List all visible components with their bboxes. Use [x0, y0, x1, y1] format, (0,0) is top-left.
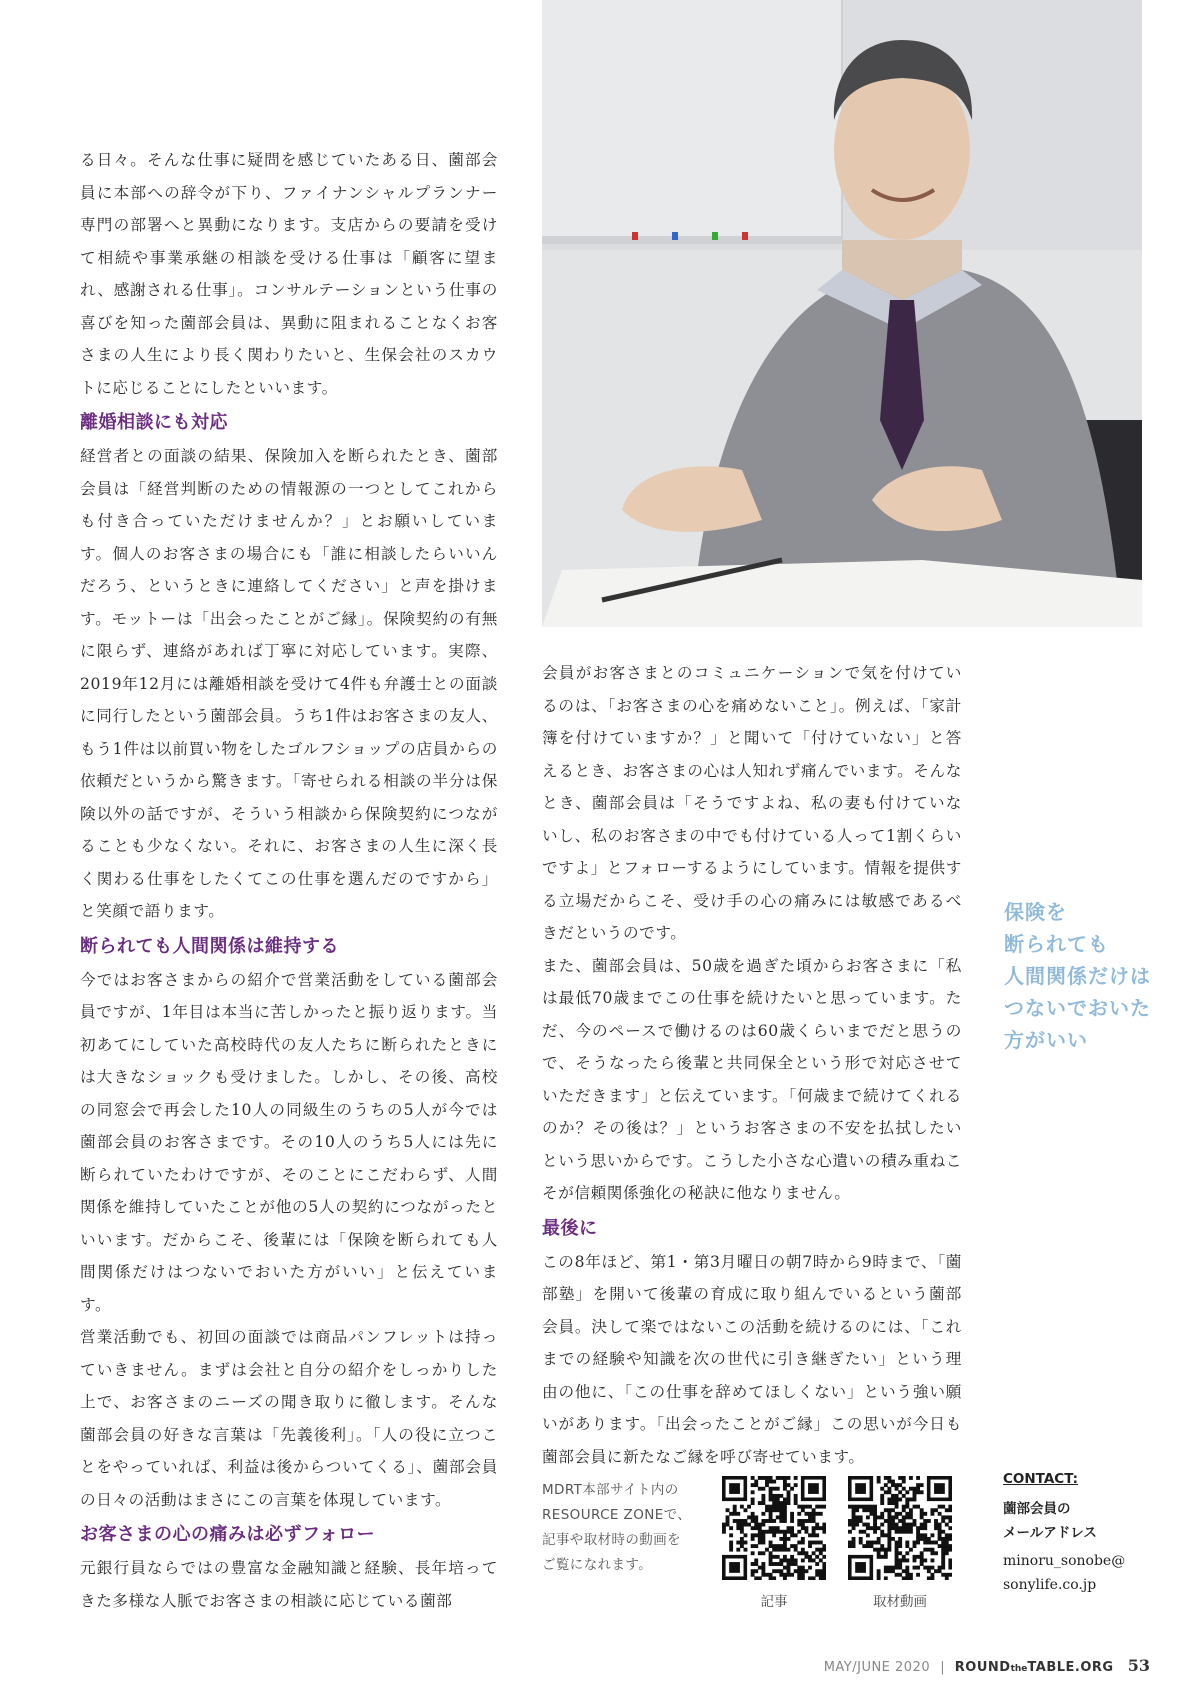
brand-the: the — [1010, 1664, 1028, 1674]
section-heading-finally: 最後に — [542, 1217, 598, 1239]
article-qr-code[interactable] — [722, 1476, 826, 1580]
pull-quote — [1004, 896, 1174, 1056]
resource-note-line: MDRT本部サイト内の — [542, 1482, 679, 1498]
resource-note-line: ご覧になれます。 — [542, 1557, 653, 1573]
interview-photo — [542, 0, 1142, 627]
contact-email-line: sonylife.co.jp — [1003, 1577, 1097, 1593]
brand-round: ROUND — [954, 1660, 1011, 1675]
resource-zone-note — [542, 1478, 712, 1578]
pull-quote-line: 断られても — [1004, 932, 1109, 956]
contact-title: CONTACT: — [1003, 1471, 1079, 1487]
body-paragraph: この8年ほど、第1・第3月曜日の朝7時から9時まで、「薗部塾」を開いて後輩の育成に取り組んでいるという薗部会員。決して楽ではないこの活動を続けるのには、「これまでの経験や知識を次の世代に引き継ぎたい」という理由の他に、「この仕事を辞めてほしくない」という強い願いがあります。「出会ったことがご縁」この思いが今日も薗部会員に新たなご縁を呼び寄せています。 — [542, 1252, 962, 1466]
section-heading-divorce: 離婚相談にも対応 — [80, 412, 228, 433]
qr-code-icon — [722, 1476, 826, 1580]
body-paragraph: 営業活動でも、初回の面談では商品パンフレットは持っていきません。まずは会社と自分の紹介をしっかりした上で、お客さまのニーズの聞き取りに徹します。そんな薗部会員の好きな言葉は「先義後利」。「人の役に立つことをやっていれば、利益は後からついてくる」、薗部会員の日々の活動はまさにこの言葉を体現しています。 — [80, 1328, 498, 1509]
body-paragraph: また、薗部会員は、50歳を過ぎた頃からお客さまに「私は最低70歳までこの仕事を続けたいと思っています。ただ、今のペースで働けるのは60歳くらいまでだと思うので、そうなったら後輩と共同保全という形で対応させていただきます」と伝えています。「何歳まで続けてくれるのか？その後は？」というお客さまの不安を払拭したいという思いからです。こうした小さな心遣いの積み重ねこそが信頼関係強化の秘訣に他なりません。 — [542, 956, 962, 1202]
video-qr-label: 取材動画 — [873, 1594, 927, 1610]
issue-date: MAY/JUNE 2020 — [823, 1660, 931, 1675]
pull-quote-line: 保険を — [1004, 900, 1067, 924]
body-paragraph: 今ではお客さまからの紹介で営業活動をしている薗部会員ですが、1年目は本当に苦しかったと振り返ります。当初あてにしていた高校時代の友人たちに断られたときには大きなショックも受けました。しかし、その後、高校の同窓会で再会した10人の同級生のうちの5人が今では薗部会員のお客さまです。その10人のうち5人には先に断られていたわけですが、そのことにこだわらず、人間関係を維持していたことが他の5人の契約につながったといいます。だからこそ、後輩には「保険を断られても人間関係だけはつないでおいた方がいい」と伝えています。 — [80, 970, 498, 1314]
pull-quote-line: 人間関係だけは — [1004, 964, 1151, 988]
qr-code-icon — [848, 1476, 952, 1580]
page-number: 53 — [1127, 1656, 1150, 1675]
contact-name-line: メールアドレス — [1003, 1525, 1097, 1541]
pull-quote-line: 方がいい — [1004, 1028, 1088, 1052]
body-paragraph: 経営者との面談の結果、保険加入を断られたとき、薗部会員は「経営判断のための情報源の一つとしてこれからも付き合っていただけませんか？」とお願いしています。個人のお客さまの場合にも「誰に相談したらいいんだろう、というときに連絡してください」と声を掛けます。モットーは「出会ったことがご縁」。保険契約の有無に限らず、連絡があれば丁寧に対応しています。実際、2019年12月には離婚相談を受けて4件も弁護士との面談に同行したという薗部会員。うち1件はお客さまの友人、もう1件は以前買い物をしたゴルフショップの店員からの依頼だというから驚きます。「寄せられる相談の半分は保険以外の話ですが、そういう相談から保険契約につながることも少なくない。それに、お客さまの人生に深く長く関わる仕事をしたくてこの仕事を選んだのですから」と笑顔で語ります。 — [80, 447, 498, 920]
brand-table: TABLE.ORG — [1027, 1660, 1114, 1675]
article-qr-label: 記事 — [760, 1594, 788, 1610]
contact-box — [1003, 1467, 1183, 1597]
page-footer — [824, 1656, 1150, 1675]
pull-quote-line: つないでおいた — [1004, 996, 1151, 1020]
contact-email[interactable] — [1003, 1549, 1183, 1597]
footer-separator: | — [940, 1660, 945, 1675]
body-paragraph: る日々。そんな仕事に疑問を感じていたある日、薗部会員に本部への辞令が下り、ファイナンシャルプランナー専門の部署へと異動になります。支店からの要請を受けて相続や事業承継の相談を受ける仕事は「顧客に望まれ、感謝される仕事」。コンサルテーションという仕事の喜びを知った薗部会員は、異動に阻まれることなくお客さまの人生により長く関わりたいと、生保会社のスカウトに応じることにしたといいます。 — [80, 151, 498, 397]
contact-name — [1003, 1497, 1183, 1545]
section-heading-relationships: 断られても人間関係は維持する — [80, 935, 339, 957]
contact-email-line: minoru_sonobe@ — [1003, 1553, 1126, 1569]
body-paragraph: 会員がお客さまとのコミュニケーションで気を付けているのは、「お客さまの心を痛めないこと」。例えば、「家計簿を付けていますか？」と聞いて「付けていない」と答えるとき、お客さまの心は人知れず痛んでいます。そんなとき、薗部会員は「そうですよね、私の妻も付けていないし、私のお客さまの中でも付けている人って1割くらいですよ」とフォローするようにしています。情報を提供する立場だからこそ、受け手の心の痛みには敏感であるべきだというのです。 — [542, 664, 962, 942]
photo-illustration — [542, 0, 1142, 627]
left-column — [80, 144, 498, 1617]
resource-note-line: 記事や取材時の動画を — [542, 1532, 681, 1548]
video-qr-code[interactable] — [848, 1476, 952, 1580]
body-paragraph: 元銀行員ならではの豊富な金融知識と経験、長年培ってきた多様な人脈でお客さまの相談に応じている薗部 — [80, 1559, 498, 1610]
right-column — [542, 657, 962, 1473]
resource-note-line: RESOURCE ZONEで、 — [542, 1507, 692, 1523]
contact-name-line: 薗部会員の — [1003, 1501, 1071, 1517]
section-heading-follow-up: お客さまの心の痛みは必ずフォロー — [80, 1524, 376, 1545]
